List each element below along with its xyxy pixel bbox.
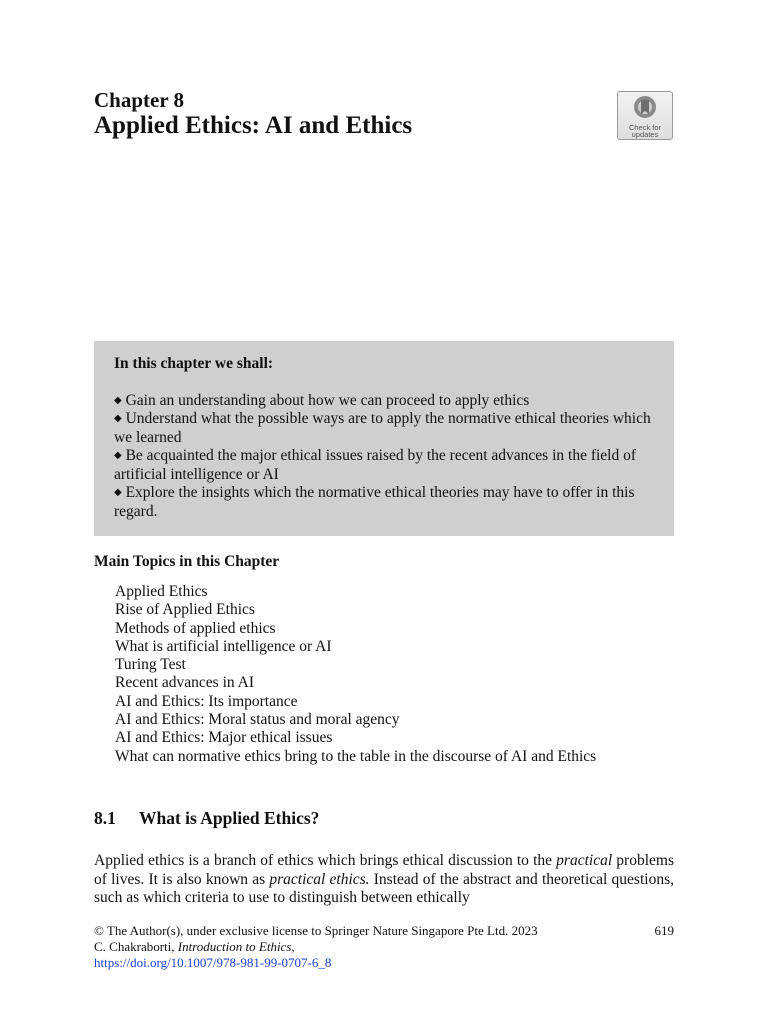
diamond-bullet-icon: ◆	[114, 487, 122, 498]
topic-item: AI and Ethics: Major ethical issues	[115, 729, 333, 747]
topic-item: AI and Ethics: Moral status and moral agency	[115, 711, 400, 729]
book-title: Introduction to Ethics	[177, 939, 292, 954]
chapter-title: Applied Ethics: AI and Ethics	[94, 112, 413, 139]
copyright-line: © The Author(s), under exclusive license to Springer Nature Singapore Pte Ltd. 2023	[94, 923, 538, 938]
topic-item: Applied Ethics	[115, 583, 208, 600]
section-number: 8.1	[94, 808, 116, 828]
badge-label-2: updates	[631, 130, 659, 139]
doi-link[interactable]: https://doi.org/10.1007/978-981-99-0707-6_8	[94, 955, 332, 970]
topic-item: Rise of Applied Ethics	[115, 601, 255, 619]
objective-item: ◆ Explore the insights which the normative ethical theories may have to offer in this regard.	[114, 484, 635, 520]
topic-item: Turing Test	[115, 656, 186, 674]
body-paragraph: Applied ethics is a branch of ethics which brings ethical discussion to the practical problems of lives. It is also known as practical ethics. Instead of the abstract and theoretical questions, such as which criteria to use to distinguish between ethically	[94, 852, 674, 906]
topic-item: What can normative ethics bring to the table in the discourse of AI and Ethics	[115, 747, 597, 765]
topic-item: Methods of applied ethics	[115, 619, 276, 637]
emphasis-practical: practical	[556, 852, 613, 869]
objectives-box	[94, 341, 674, 536]
topic-item: Recent advances in AI	[115, 674, 255, 692]
topics-list	[115, 583, 596, 766]
objectives-heading: In this chapter we shall:	[114, 355, 274, 372]
objective-item: ◆ Understand what the possible ways are to apply the normative ethical theories which we learned	[114, 410, 651, 446]
section-heading	[94, 808, 319, 829]
badge-label-1: Check for	[628, 123, 662, 132]
check-for-updates-badge[interactable]	[617, 91, 673, 140]
footer	[94, 923, 674, 971]
objective-item: ◆ Gain an understanding about how we can proceed to apply ethics	[114, 391, 530, 409]
diamond-bullet-icon: ◆	[114, 450, 122, 461]
objective-item: ◆ Be acquainted the major ethical issues raised by the recent advances in the field of artificial intelligence or AI	[114, 447, 637, 483]
topic-item: What is artificial intelligence or AI	[115, 637, 332, 655]
emphasis-practical-ethics: practical ethics.	[269, 870, 370, 888]
topic-item: AI and Ethics: Its importance	[115, 692, 298, 710]
page-number: 619	[654, 923, 674, 938]
diamond-bullet-icon: ◆	[114, 394, 122, 406]
chapter-label: Chapter 8	[94, 88, 185, 112]
topics-heading: Main Topics in this Chapter	[94, 553, 280, 570]
diamond-bullet-icon: ◆	[114, 413, 122, 424]
bookmark-icon	[630, 95, 660, 119]
section-title: What is Applied Ethics?	[139, 808, 320, 828]
author-line: C. Chakraborti, Introduction to Ethics,	[94, 939, 295, 954]
